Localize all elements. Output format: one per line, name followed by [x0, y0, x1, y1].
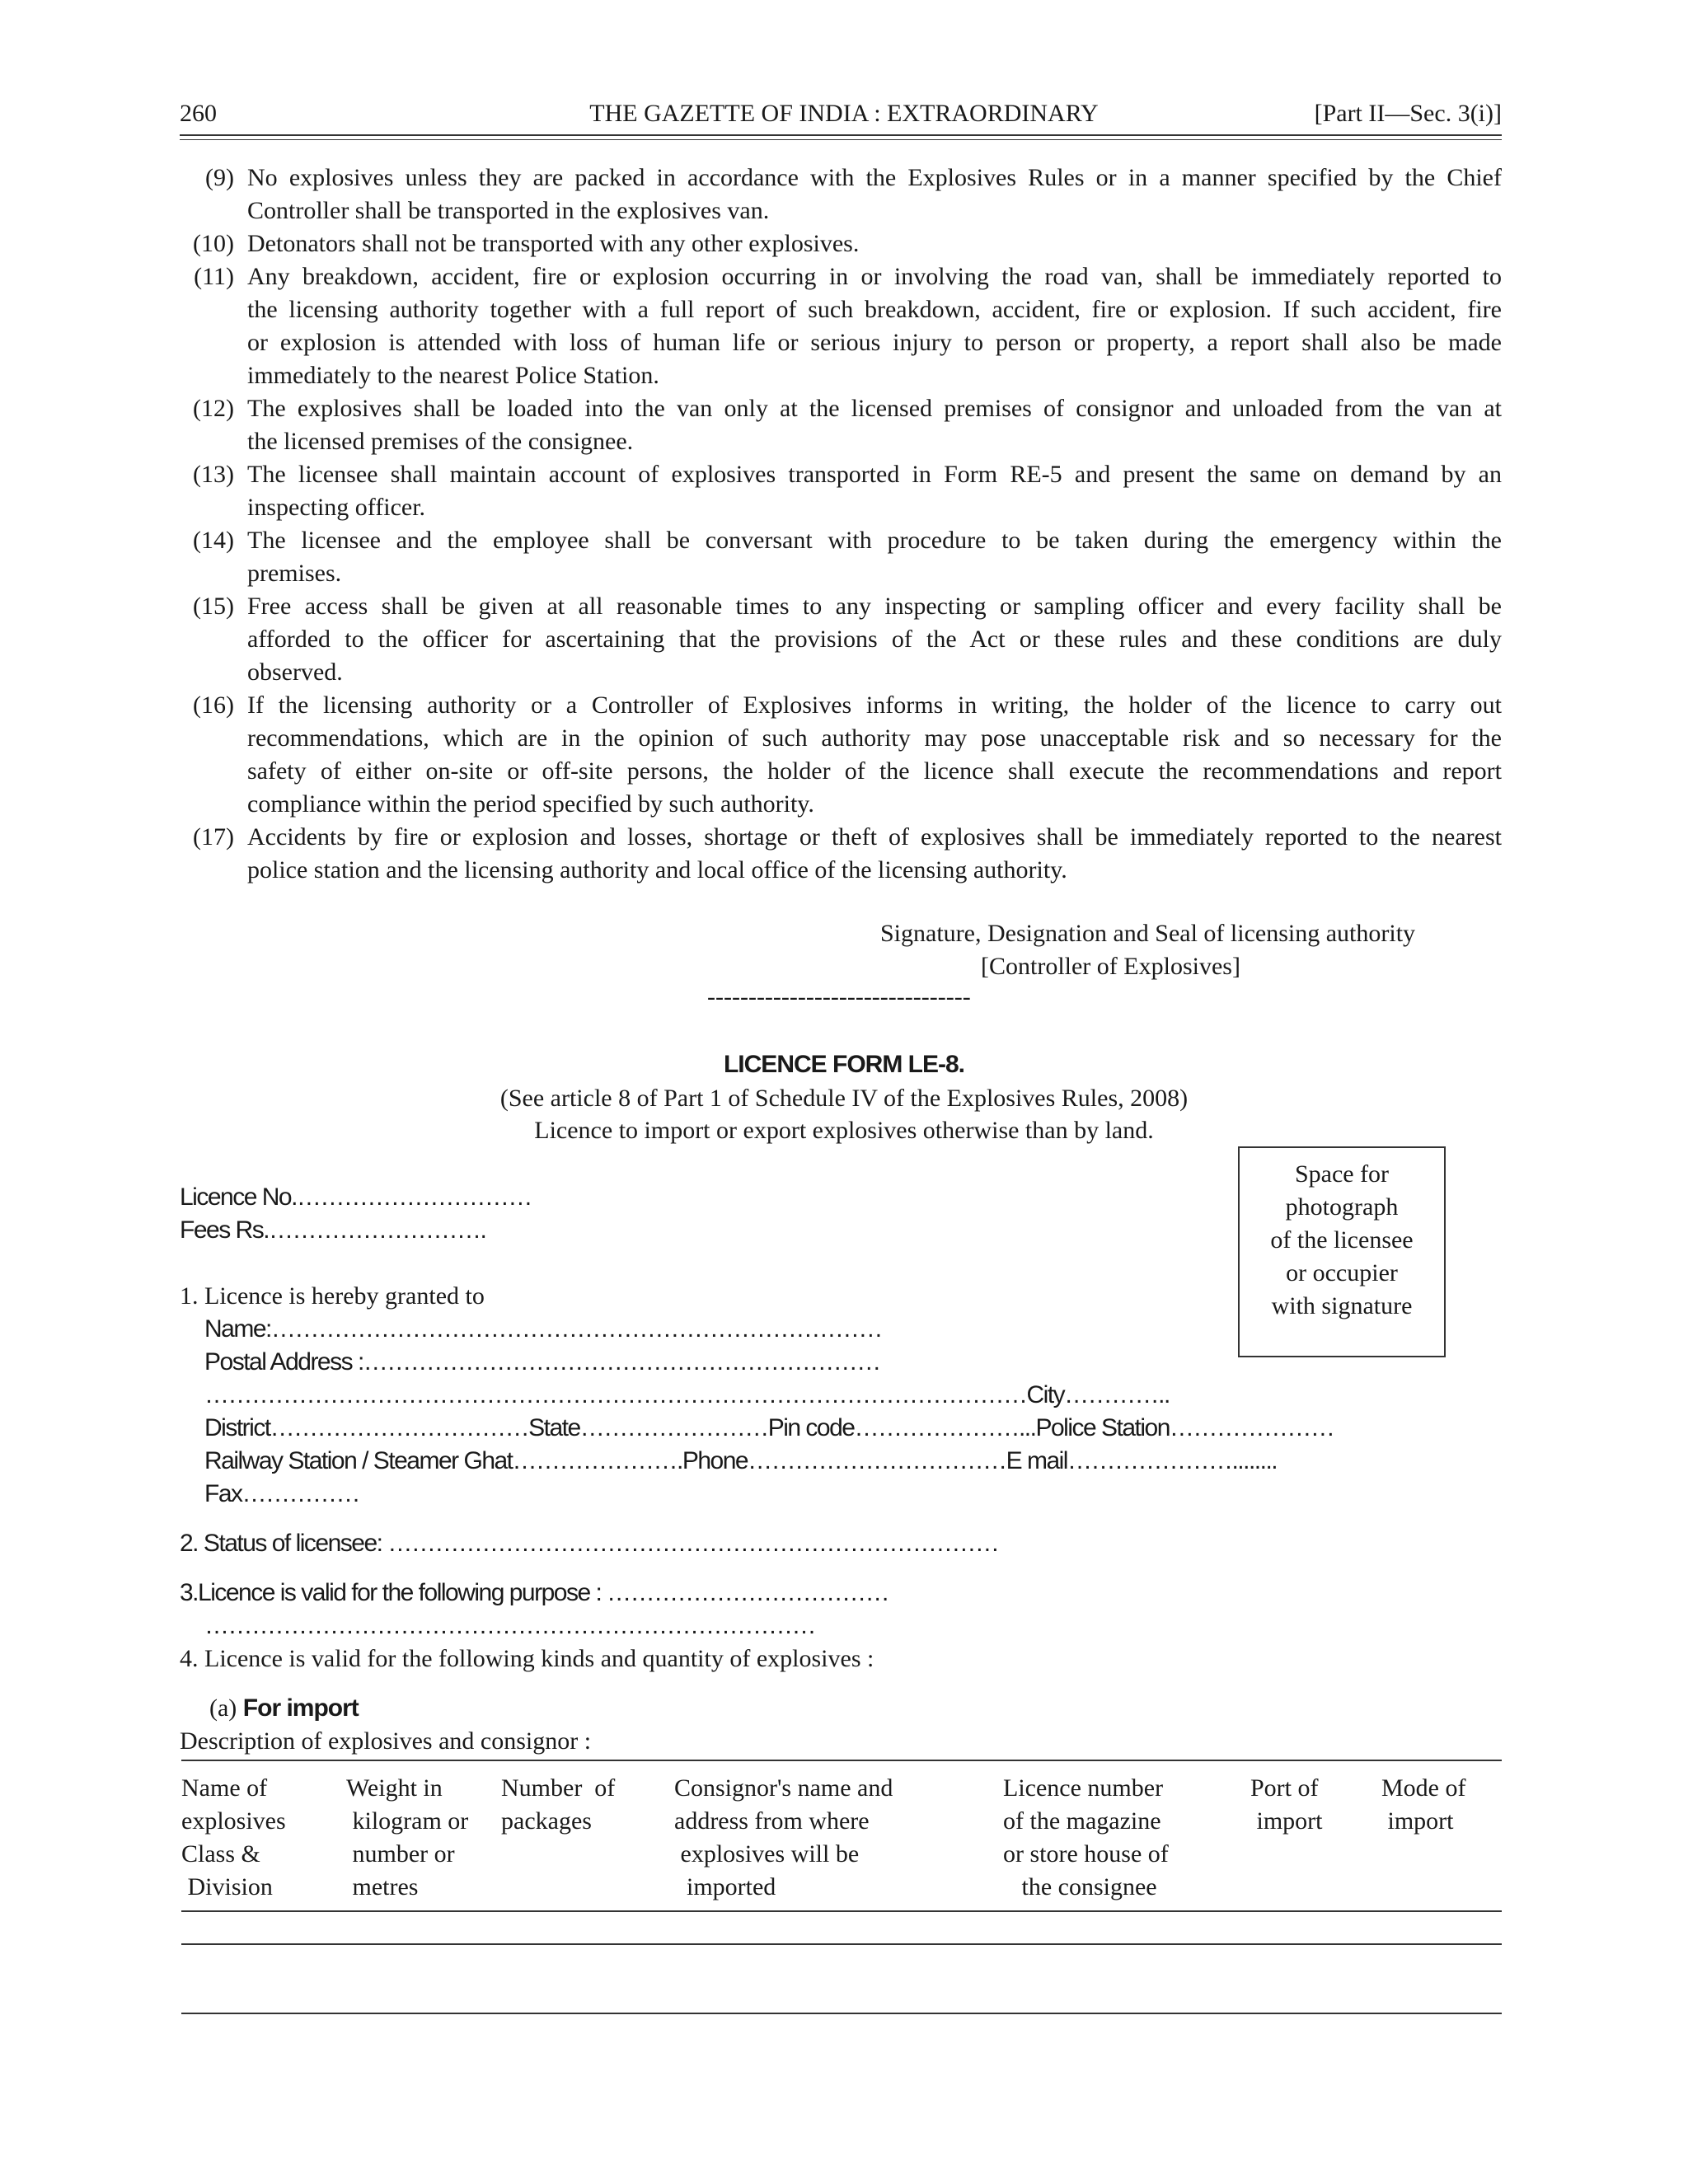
- column-header-line: kilogram or: [346, 1807, 469, 1835]
- photograph-box: [1238, 1146, 1446, 1357]
- signature-designation: [Controller of Explosives]: [981, 953, 1240, 980]
- condition-text: [247, 821, 1502, 887]
- licence-number-field: Licence No.…………………………: [180, 1183, 532, 1211]
- table-bottom-rule: [181, 2013, 1502, 2014]
- condition-line: Detonators shall not be transported with any other explosives.: [247, 230, 860, 257]
- photo-box-line: Space for: [1294, 1160, 1390, 1188]
- condition-line: the licensed premises of the consignee.: [247, 428, 634, 455]
- condition-line: compliance within the period specified by such authority.: [247, 790, 814, 818]
- condition-line: inspecting officer.: [247, 494, 426, 521]
- condition-line: Any breakdown, accident, fire or explosion occurring in or involving the road van, shall be immediately reported to: [247, 263, 1502, 290]
- condition-line: The licensee shall maintain account of explosives transported in Form RE-5 and present the same on demand by an: [247, 461, 1502, 488]
- postal-address-field: Postal Address :…………………………………………………………: [204, 1348, 880, 1376]
- import-label: For import: [242, 1694, 359, 1722]
- condition-line: premises.: [247, 560, 342, 587]
- column-header-line: number or: [346, 1840, 455, 1868]
- item-3-continuation: ……………………………………………………………………: [204, 1612, 815, 1639]
- header-rule: [180, 134, 1502, 136]
- fax-field: Fax……………: [204, 1480, 360, 1507]
- form-subtitle-purpose: Licence to import or export explosives otherwise than by land.: [534, 1117, 1154, 1144]
- condition-number: (15): [193, 593, 234, 620]
- condition-text: [247, 260, 1502, 392]
- column-header-line: import: [1250, 1807, 1323, 1835]
- condition-line: or explosion is attended with loss of human life or serious injury to person or property, a report shall also be made: [247, 329, 1502, 356]
- table-column-header: [674, 1772, 893, 1904]
- column-header-line: metres: [346, 1873, 419, 1900]
- column-header-line: or store house of: [1003, 1840, 1169, 1868]
- column-header-line: imported: [674, 1873, 776, 1900]
- column-header-line: Weight in: [346, 1774, 443, 1802]
- table-column-header: [346, 1772, 468, 1904]
- column-header-line: explosives will be: [674, 1840, 860, 1868]
- fees-field: Fees Rs.……………………….: [180, 1216, 486, 1244]
- condition-number: (10): [193, 230, 234, 257]
- city-field: ……………………………………………………………………………………………City…………..: [204, 1381, 1170, 1408]
- column-header-line: the consignee: [1003, 1873, 1157, 1900]
- item-4-heading: 4. Licence is valid for the following kinds and quantity of explosives :: [180, 1645, 874, 1672]
- table-column-header: [181, 1772, 286, 1904]
- column-header-line: packages: [501, 1807, 592, 1835]
- table-column-header: [1381, 1772, 1465, 1838]
- condition-line: afforded to the officer for ascertaining that the provisions of the Act or these rules and these conditions are duly: [247, 626, 1502, 653]
- condition-line: Controller shall be transported in the explosives van.: [247, 197, 770, 224]
- condition-line: observed.: [247, 658, 343, 686]
- condition-text: [247, 524, 1502, 590]
- condition-line: the licensing authority together with a full report of such breakdown, accident, fire or explosion. If such accident, fire: [247, 296, 1502, 323]
- name-field: Name:……………………………………………………………………: [204, 1315, 882, 1343]
- column-header-line: of the magazine: [1003, 1807, 1161, 1835]
- header-rule-thin: [180, 139, 1502, 140]
- column-header-line: Port of: [1250, 1774, 1319, 1802]
- column-header-line: Class &: [181, 1840, 260, 1868]
- condition-text: [247, 162, 1502, 227]
- page-number: 260: [180, 100, 217, 127]
- photo-box-line: photograph: [1285, 1193, 1399, 1221]
- item-1-heading: 1. Licence is hereby granted to: [180, 1282, 485, 1310]
- column-header-line: Consignor's name and: [674, 1774, 893, 1802]
- column-header-line: address from where: [674, 1807, 870, 1835]
- import-prefix: (a): [209, 1694, 243, 1722]
- condition-number: (11): [194, 263, 234, 290]
- condition-number: (13): [193, 461, 234, 488]
- condition-number: (16): [193, 691, 234, 719]
- column-header-line: Name of: [181, 1774, 268, 1802]
- condition-line: safety of either on-site or off-site persons, the holder of the licence shall execute the recommendations and report: [247, 757, 1502, 785]
- table-column-header: [1003, 1772, 1169, 1904]
- table-header-rule: [181, 1910, 1502, 1912]
- condition-line: The explosives shall be loaded into the van only at the licensed premises of consignor and unloaded from the van at: [247, 395, 1502, 422]
- column-header-line: Number of: [501, 1774, 616, 1802]
- photo-box-line: of the licensee: [1270, 1226, 1414, 1254]
- railway-station-field: Railway Station / Steamer Ghat………………….Phone……………………………E mail…………………........: [204, 1447, 1278, 1474]
- condition-number: (17): [193, 823, 234, 851]
- condition-line: police station and the licensing authority and local office of the licensing authority.: [247, 856, 1067, 883]
- form-subtitle-schedule: (See article 8 of Part 1 of Schedule IV of the Explosives Rules, 2008): [499, 1085, 1189, 1112]
- table-top-rule: [181, 1760, 1502, 1761]
- table-row-rule: [181, 1943, 1502, 1945]
- condition-line: The licensee and the employee shall be conversant with procedure to be taken during the emergency within the: [247, 527, 1502, 554]
- condition-line: Accidents by fire or explosion and losses, shortage or theft of explosives shall be immediately reported to the nearest: [247, 823, 1502, 851]
- description-caption: Description of explosives and consignor :: [180, 1727, 592, 1755]
- condition-line: Free access shall be given at all reasonable times to any inspecting or sampling officer and every facility shall be: [247, 593, 1502, 620]
- condition-text: [247, 227, 1502, 260]
- column-header-line: Licence number: [1003, 1774, 1164, 1802]
- item-2-status-field: 2. Status of licensee: ……………………………………………………………………: [180, 1530, 999, 1557]
- condition-number: (9): [205, 164, 234, 191]
- condition-text: [247, 458, 1502, 524]
- table-column-header: [501, 1772, 615, 1838]
- condition-number: (12): [193, 395, 234, 422]
- condition-line: If the licensing authority or a Controller of Explosives informs in writing, the holder of the licence to carry out: [247, 691, 1502, 719]
- form-title: LICENCE FORM LE-8.: [723, 1051, 964, 1078]
- column-header-line: Division: [181, 1873, 273, 1900]
- photo-box-line: with signature: [1271, 1292, 1413, 1319]
- condition-line: No explosives unless they are packed in accordance with the Explosives Rules or in a manner specified by the Chief: [247, 164, 1502, 191]
- condition-line: recommendations, which are in the opinion of such authority may pose unacceptable risk and so necessary for the: [247, 724, 1502, 752]
- column-header-line: explosives: [181, 1807, 286, 1835]
- signature-line: Signature, Designation and Seal of licensing authority: [880, 920, 1416, 947]
- gazette-title: THE GAZETTE OF INDIA : EXTRAORDINARY: [589, 100, 1099, 127]
- part-section: [Part II—Sec. 3(i)]: [1314, 100, 1502, 127]
- section-divider: --------------------------------: [707, 983, 971, 1010]
- table-column-header: [1250, 1772, 1323, 1838]
- condition-line: immediately to the nearest Police Station.: [247, 362, 659, 389]
- condition-number: (14): [193, 527, 234, 554]
- condition-text: [247, 689, 1502, 821]
- condition-text: [247, 392, 1502, 458]
- column-header-line: Mode of: [1381, 1774, 1466, 1802]
- district-field: District……………………………State……………………Pin code…………………...Police Station…………………: [204, 1414, 1334, 1441]
- condition-text: [247, 590, 1502, 689]
- item-3-purpose-field: 3.Licence is valid for the following purpose : ………………………………: [180, 1579, 889, 1606]
- import-subheading: [209, 1692, 359, 1725]
- column-header-line: import: [1381, 1807, 1454, 1835]
- photo-box-line: or occupier: [1286, 1259, 1398, 1286]
